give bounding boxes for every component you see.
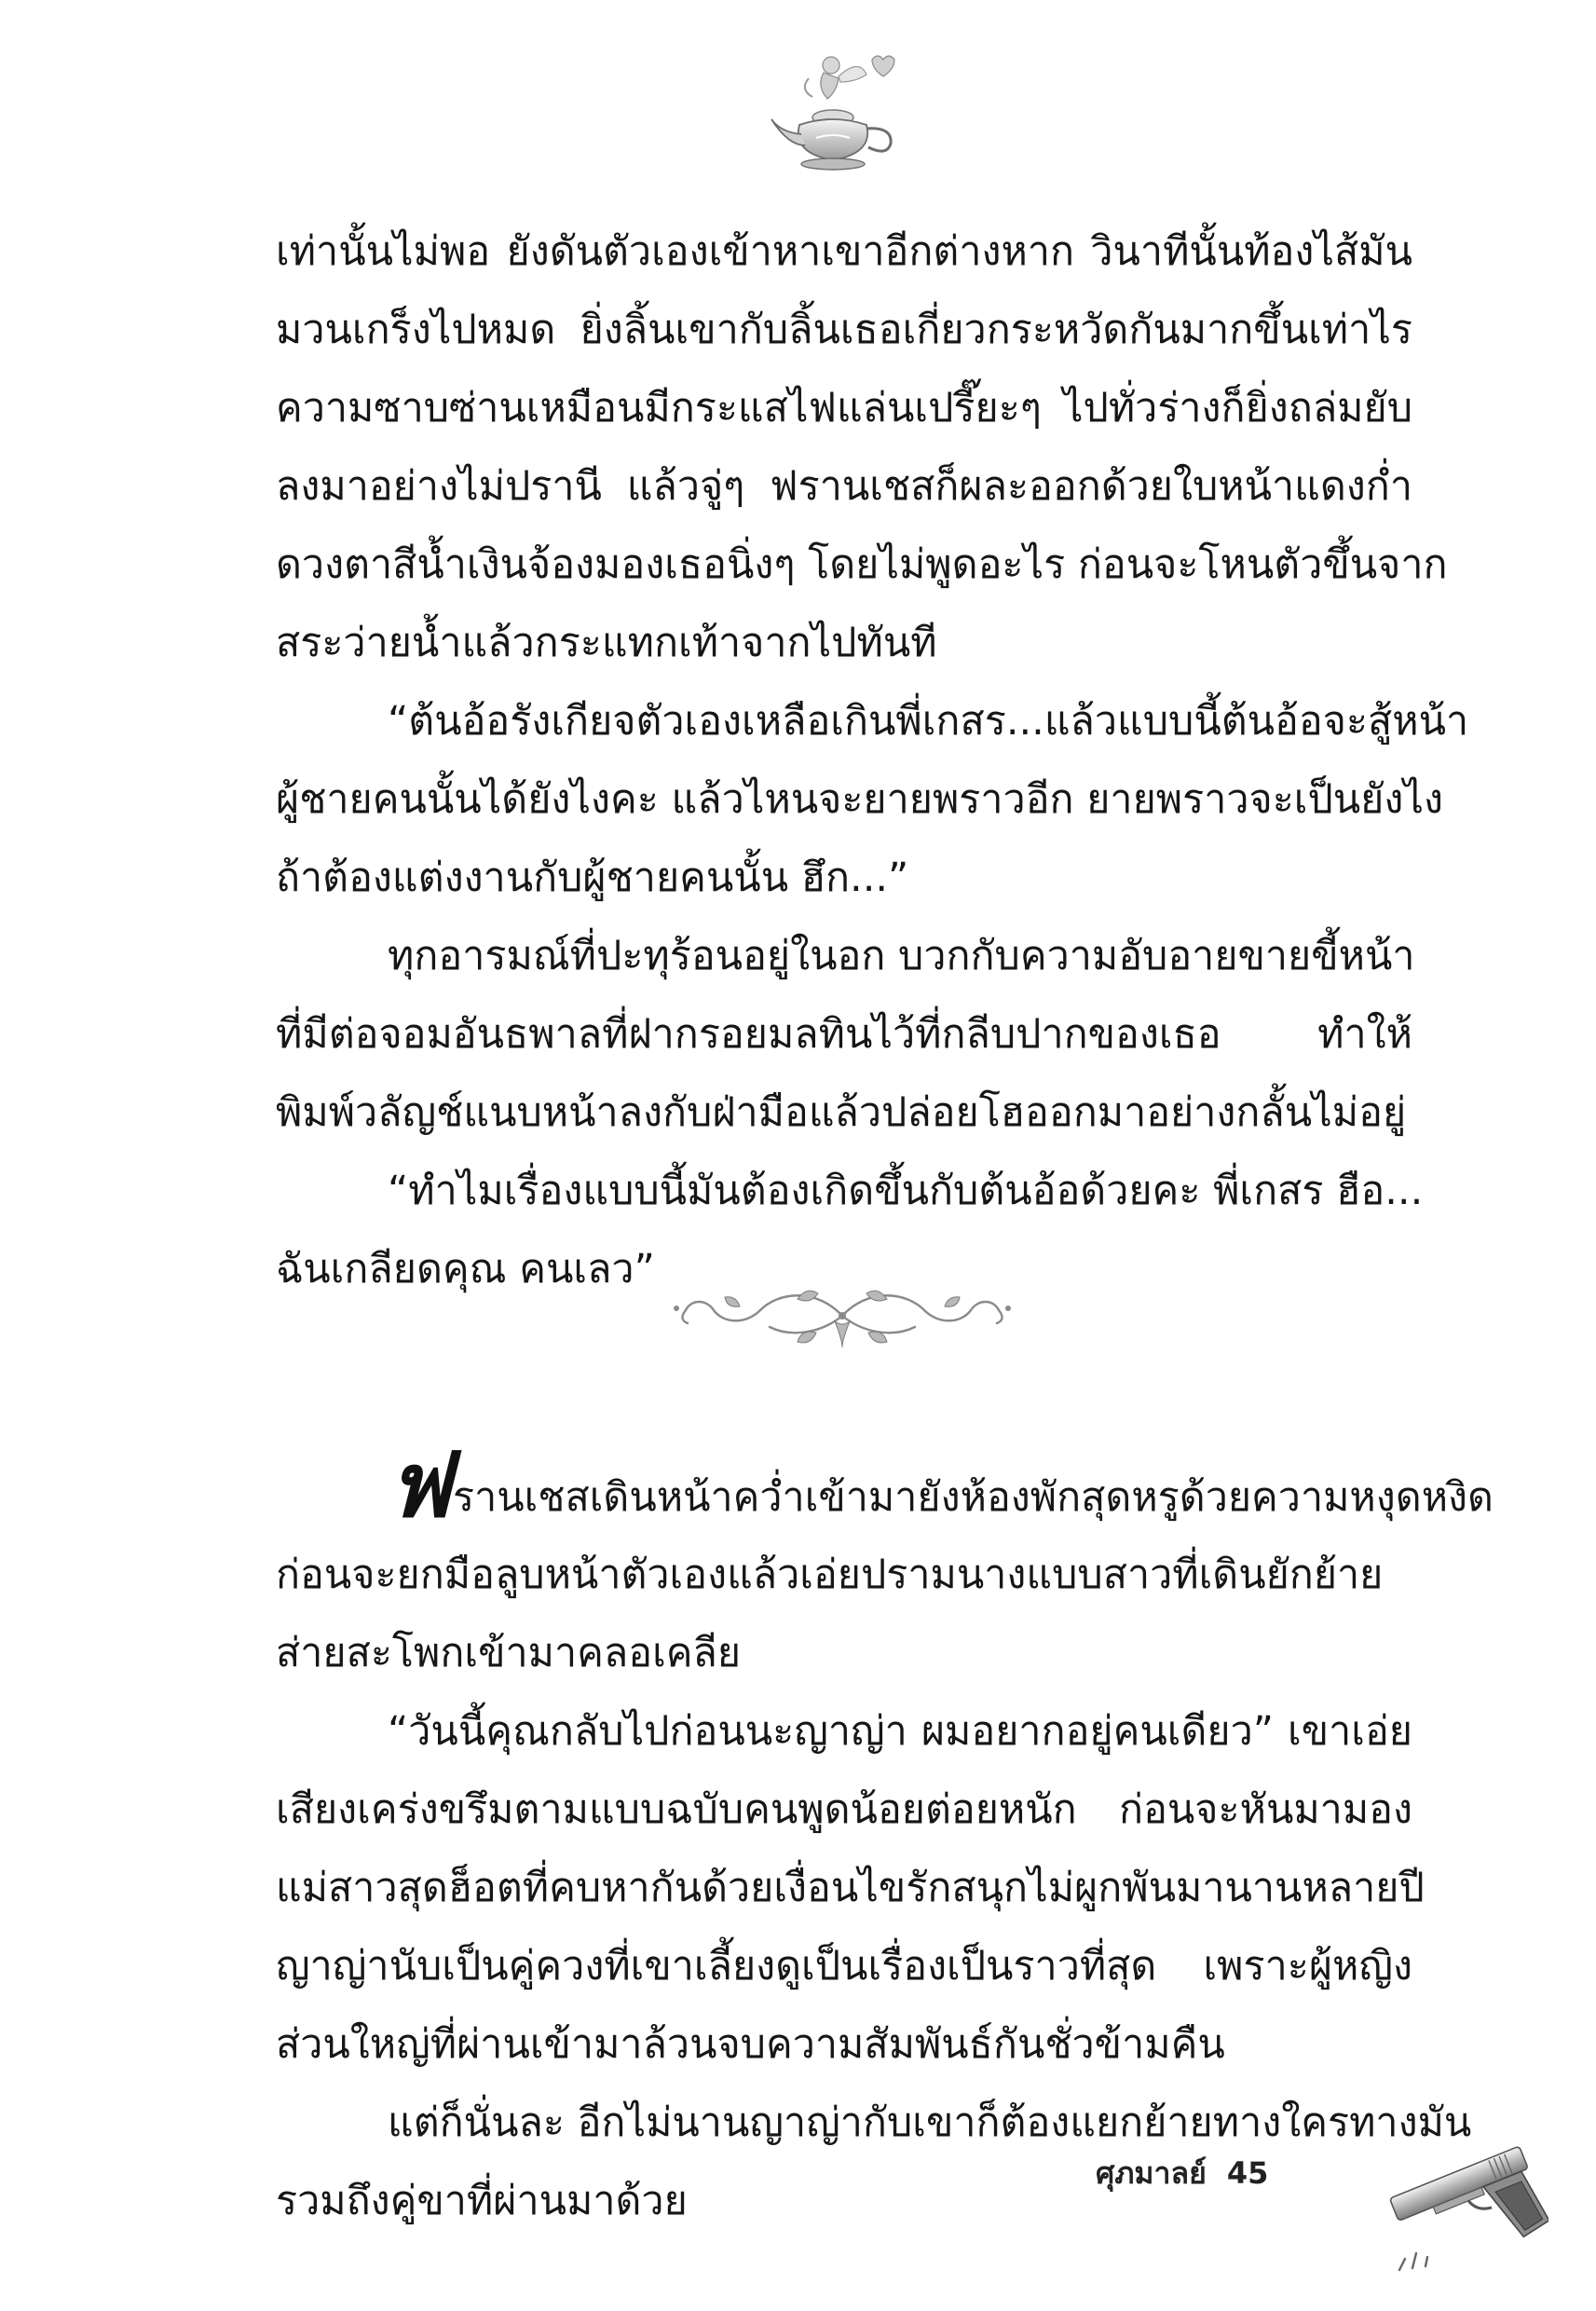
text-line: เสียงเคร่งขรึมตามแบบฉบับคนพูดน้อยต่อยหนัก ก่อนจะหันมามอง [276, 1786, 1412, 1833]
text-line: แต่ก็นั่นละ อีกไม่นานญาญ่ากับเขาก็ต้องแยกย้ายทางใครทางมัน [388, 2099, 1472, 2146]
pistol-icon [1371, 2121, 1548, 2279]
text-line: ส่ายสะโพกเข้ามาคลอเคลีย [276, 1630, 742, 1676]
floral-divider-icon [658, 1279, 1027, 1353]
text-line: ฉันเกลียดคุณ คนเลว” [276, 1246, 655, 1292]
drop-cap: ฟ [388, 1432, 451, 1538]
text-line: มวนเกร็งไปหมด ยิ่งลิ้นเขากับลิ้นเธอเกี่ยวกระหวัดกันมากขึ้นเท่าไร [276, 307, 1412, 353]
body-text-bottom [276, 1432, 1494, 2240]
text-line: แม่สาวสุดฮ็อตที่คบหากันด้วยเงื่อนไขรักสนุกไม่ผูกพันมานานหลายปี [276, 1865, 1425, 1911]
text-line: ดวงตาสีน้ำเงินจ้องมองเธอนิ่งๆ โดยไม่พูดอะไร ก่อนจะโหนตัวขึ้นจาก [276, 541, 1448, 588]
text-line: “ทำไมเรื่องแบบนี้มันต้องเกิดขึ้นกับต้นอ้อด้วยคะ พี่เกสร ฮือ... [388, 1168, 1424, 1214]
opening-line-text: รานเชสเดินหน้าคว่ำเข้ามายังห้องพักสุดหรูด้วยความหงุดหงิด [452, 1474, 1494, 1521]
text-line: พิมพ์วลัญช์แนบหน้าลงกับฝ่ามือแล้วปล่อยโฮออกมาอย่างกลั้นไม่อยู่ [276, 1089, 1407, 1136]
text-line: ความซาบซ่านเหมือนมีกระแสไฟแล่นเปรี๊ยะๆ ไปทั่วร่างก็ยิ่งถล่มยับ [276, 385, 1412, 431]
text-line: ส่วนใหญ่ที่ผ่านเข้ามาล้วนจบความสัมพันธ์กันชั่วข้ามคืน [276, 2021, 1225, 2068]
text-line: ที่มีต่อจอมอันธพาลที่ฝากรอยมลทินไว้ที่กลีบปากของเธอ ทำให้ [276, 1011, 1412, 1058]
text-line: ก่อนจะยกมือลูบหน้าตัวเองแล้วเอ่ยปรามนางแบบสาวที่เดินยักย้าย [276, 1552, 1384, 1598]
page-number: 45 [1226, 2155, 1269, 2191]
text-line: “ต้นอ้อรังเกียจตัวเองเหลือเกินพี่เกสร...แล้วแบบนี้ต้นอ้อจะสู้หน้า [388, 698, 1469, 745]
text-line: เท่านั้นไม่พอ ยังดันตัวเองเข้าหาเขาอีกต่างหาก วินาทีนั้นท้องไส้มัน [276, 228, 1412, 275]
text-line: ญาญ่านับเป็นคู่ควงที่เขาเลี้ยงดูเป็นเรื่องเป็นราวที่สุด เพราะผู้หญิง [276, 1943, 1412, 1990]
author-name: ศุภมาลย์ [1096, 2154, 1207, 2191]
text-line: ถ้าต้องแต่งงานกับผู้ชายคนนั้น ฮึก...” [276, 855, 909, 901]
text-line: สระว่ายน้ำแล้วกระแทกเท้าจากไปทันที [276, 620, 937, 666]
text-line: ทุกอารมณ์ที่ปะทุร้อนอยู่ในอก บวกกับความอับอายขายขี้หน้า [388, 933, 1415, 979]
body-text-top [276, 212, 1469, 1308]
section-opening-line [276, 1432, 1494, 1538]
text-line: ลงมาอย่างไม่ปรานี แล้วจู่ๆ ฟรานเชสก็ผละออกด้วยใบหน้าแดงก่ำ [276, 463, 1412, 510]
text-line: รวมถึงคู่ขาที่ผ่านมาด้วย [276, 2178, 688, 2224]
text-line: “วันนี้คุณกลับไปก่อนนะญาญ่า ผมอยากอยู่คนเดียว” เขาเอ่ย [388, 1708, 1412, 1755]
text-line: ผู้ชายคนนั้นได้ยังไงคะ แล้วไหนจะยายพราวอีก ยายพราวจะเป็นยังไง [276, 776, 1443, 823]
teapot-ornament-icon [762, 48, 911, 177]
page-footer [1096, 2151, 1268, 2195]
